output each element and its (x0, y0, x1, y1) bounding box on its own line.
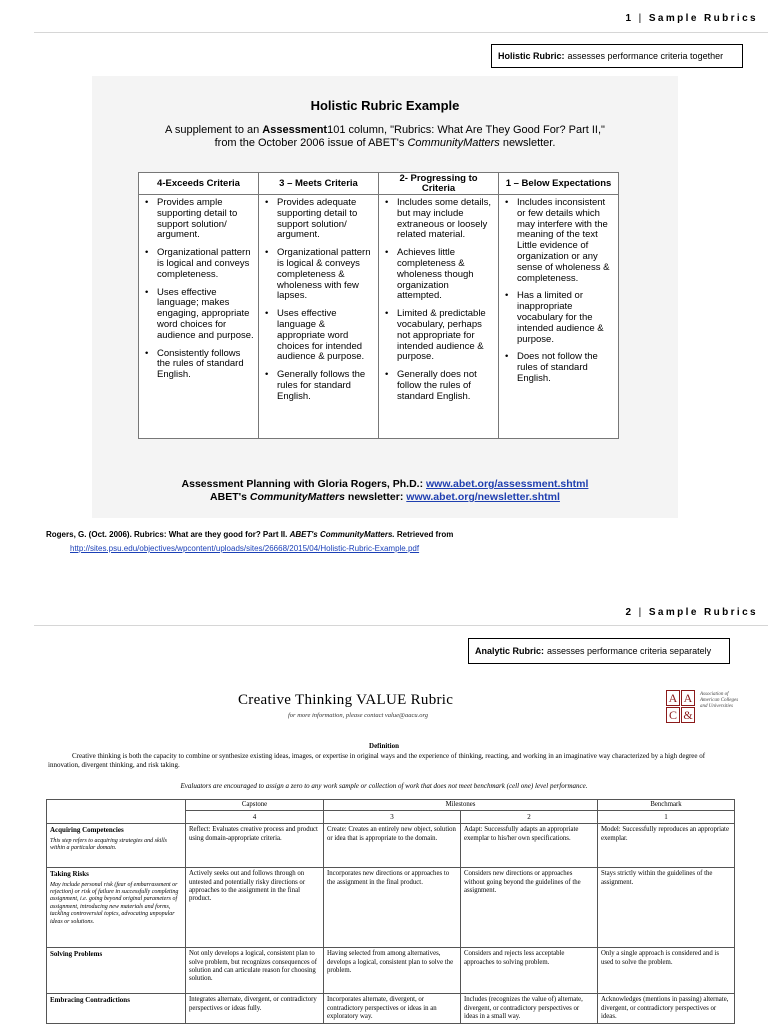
criterion-cell: Acquiring Competencies This step refers to acquiring strategies and skills within a particular domain. (47, 824, 186, 868)
rubric-cell: Incorporates new directions or approaches to the assignment in the final product. (324, 868, 461, 948)
header-rule (34, 625, 768, 626)
criteria-item: • Limited & predictable vocabulary, perhaps not appropriate for intended audience & purpose. (383, 309, 494, 363)
criteria-item: • Does not follow the rules of standard English. (503, 352, 614, 384)
holistic-header-row (139, 173, 619, 195)
callout-text: assesses performance criteria together (567, 51, 724, 61)
level-number: 3 (324, 811, 461, 824)
page-header-label: Sample Rubrics (648, 607, 758, 618)
level-header-row (47, 800, 735, 811)
rubric-cell: Stays strictly within the guidelines of the assignment. (598, 868, 735, 948)
holistic-body-row (139, 195, 619, 439)
rubric-cell: Considers and rejects less acceptable approaches to solving problem. (461, 948, 598, 994)
citation: Rogers, G. (Oct. 2006). Rubrics: What are they good for? Part II. ABET's CommunityMatters. Retrieved from http://sites.psu.edu/objectives/wpcontent/uploads/sites/26668/2015/04/Holistic-Rubric-Example.pdf (46, 528, 453, 556)
criteria-item: • Organizational pattern is logical & conveys completeness & wholeness with few lapses. (263, 248, 374, 302)
rubric-cell: Considers new directions or approaches without going beyond the guidelines of the assignment. (461, 868, 598, 948)
logo-org-name: Association of American Colleges and Universities (700, 692, 739, 709)
callout-label: Analytic Rubric: (475, 646, 545, 656)
aacu-logo: A A C & Association of American Colleges and Universities (666, 690, 740, 730)
criteria-item: • Consistently follows the rules of standard English. (143, 349, 254, 381)
holistic-cell (139, 195, 259, 439)
page-number: 2 (625, 607, 634, 618)
rubric-cell: Incorporates alternate, divergent, or contradictory perspectives or ideas in an exploratory way. (324, 994, 461, 1024)
level-number: 4 (186, 811, 324, 824)
assessment-link[interactable]: www.abet.org/assessment.shtml (426, 478, 589, 490)
milestones-header: Milestones (324, 800, 598, 811)
criteria-item: • Has a limited or inappropriate vocabulary for the intended audience & purpose. (503, 291, 614, 345)
value-rubric-table (46, 799, 735, 1024)
rubric-cell: Model: Successfully reproduces an appropriate exemplar. (598, 824, 735, 868)
page-header-1: 1 | Sample Rubrics (625, 13, 758, 24)
newsletter-link[interactable]: www.abet.org/newsletter.shtml (406, 491, 560, 503)
level-number: 1 (598, 811, 735, 824)
criteria-item: • Generally follows the rules for standard English. (263, 370, 374, 402)
value-rubric-subtitle: for more information, please contact value@aacu.org (288, 712, 428, 719)
newsletter-line: ABET's CommunityMatters newsletter: www.abet.org/newsletter.shtml (210, 491, 560, 503)
criterion-cell: Taking Risks May include personal risk (fear of embarrassment or rejection) or risk of failure in successfully completing assignment, i.e. going beyond original parameters of assignment, introducing new materials and forms, tackling controversial topics, advocating unpopular ideas or solutions. (47, 868, 186, 948)
callout-text: assesses performance criteria separately (547, 646, 712, 656)
page-header-2: 2 | Sample Rubrics (625, 607, 758, 618)
table-row (47, 868, 735, 948)
criteria-item: • Provides ample supporting detail to support solution/ argument. (143, 198, 254, 241)
holistic-rubric-table (138, 172, 619, 439)
callout-label: Holistic Rubric: (498, 51, 565, 61)
definition-text: Creative thinking is both the capacity to combine or synthesize existing ideas, images, or expertise in original ways and the experience of thinking, reacting, and working in an imaginative way characterized by a high degree of innovation, divergent thinking, and risk taking. (48, 752, 706, 769)
rubric-cell: Actively seeks out and follows through on untested and potentially risky directions or approaches to the assignment in the final product. (186, 868, 324, 948)
analytic-callout (468, 638, 730, 664)
criterion-cell: Embracing Contradictions (47, 994, 186, 1024)
criteria-item: • Provides adequate supporting detail to support solution/ argument. (263, 198, 374, 241)
criteria-item: • Includes inconsistent or few details which may interfere with the meaning of the text Little evidence of organization or any sense of wholeness & completeness. (503, 198, 614, 284)
rubric-cell: Not only develops a logical, consistent plan to solve problem, but recognizes consequences of solution and can articulate reason for choosing solution. (186, 948, 324, 994)
holistic-subtitle: A supplement to an Assessment101 column, "Rubrics: What Are They Good For? Part II," from the October 2006 issue of ABET's CommunityMatters newsletter. (165, 124, 605, 149)
holistic-col-header: 4-Exceeds Criteria (139, 173, 259, 195)
table-row (47, 948, 735, 994)
rubric-cell: Having selected from among alternatives, develops a logical, consistent plan to solve the problem. (324, 948, 461, 994)
holistic-col-header: 1 – Below Expectations (499, 173, 619, 195)
table-row (47, 994, 735, 1024)
holistic-rubric-image (92, 76, 678, 518)
criteria-item: • Organizational pattern is logical and conveys completeness. (143, 248, 254, 280)
rubric-cell: Acknowledges (mentions in passing) alternate, divergent, or contradictory perspectives or ideas. (598, 994, 735, 1024)
value-rubric-title: Creative Thinking VALUE Rubric (238, 692, 454, 708)
rubric-cell: Adapt: Successfully adapts an appropriate exemplar to his/her own specifications. (461, 824, 598, 868)
criteria-item: • Uses effective language & appropriate word choices for intended audience & purpose. (263, 309, 374, 363)
definition-heading: Definition (369, 742, 399, 750)
page-header-label: Sample Rubrics (648, 13, 758, 24)
criteria-item: • Includes some details, but may include extraneous or loosely related material. (383, 198, 494, 241)
rubric-cell: Only a single approach is considered and is used to solve the problem. (598, 948, 735, 994)
holistic-col-header: 2- Progressing to Criteria (379, 173, 499, 195)
holistic-cell (379, 195, 499, 439)
criterion-cell: Solving Problems (47, 948, 186, 994)
benchmark-header: Benchmark (598, 800, 735, 811)
criteria-item: • Uses effective language; makes engaging, appropriate word choices for audience and purpose. (143, 288, 254, 342)
assessment-planning-line: Assessment Planning with Gloria Rogers, Ph.D.: www.abet.org/assessment.shtml (181, 478, 589, 490)
table-row (47, 824, 735, 868)
rubric-cell: Reflect: Evaluates creative process and product using domain-appropriate criteria. (186, 824, 324, 868)
level-number: 2 (461, 811, 598, 824)
rubric-cell: Create: Creates an entirely new object, solution or idea that is appropriate to the domain. (324, 824, 461, 868)
citation-link[interactable]: http://sites.psu.edu/objectives/wpcontent/uploads/sites/26668/2015/04/Holistic-Rubric-Example.pdf (70, 544, 420, 553)
rubric-cell: Includes (recognizes the value of) alternate, divergent, or contradictory perspectives or ideas in a small way. (461, 994, 598, 1024)
criteria-item: • Generally does not follow the rules of standard English. (383, 370, 494, 402)
criteria-item: • Achieves little completeness & wholeness though organization attempted. (383, 248, 494, 302)
holistic-col-header: 3 – Meets Criteria (259, 173, 379, 195)
holistic-title: Holistic Rubric Example (310, 98, 460, 113)
header-rule (34, 32, 768, 33)
rubric-cell: Integrates alternate, divergent, or contradictory perspectives or ideas fully. (186, 994, 324, 1024)
capstone-header: Capstone (186, 800, 324, 811)
holistic-cell (259, 195, 379, 439)
holistic-cell (499, 195, 619, 439)
holistic-callout (491, 44, 743, 68)
evaluator-note: Evaluators are encouraged to assign a zero to any work sample or collection of work that does not meet benchmark (cell one) level performance. (180, 782, 588, 790)
page-number: 1 (625, 13, 634, 24)
